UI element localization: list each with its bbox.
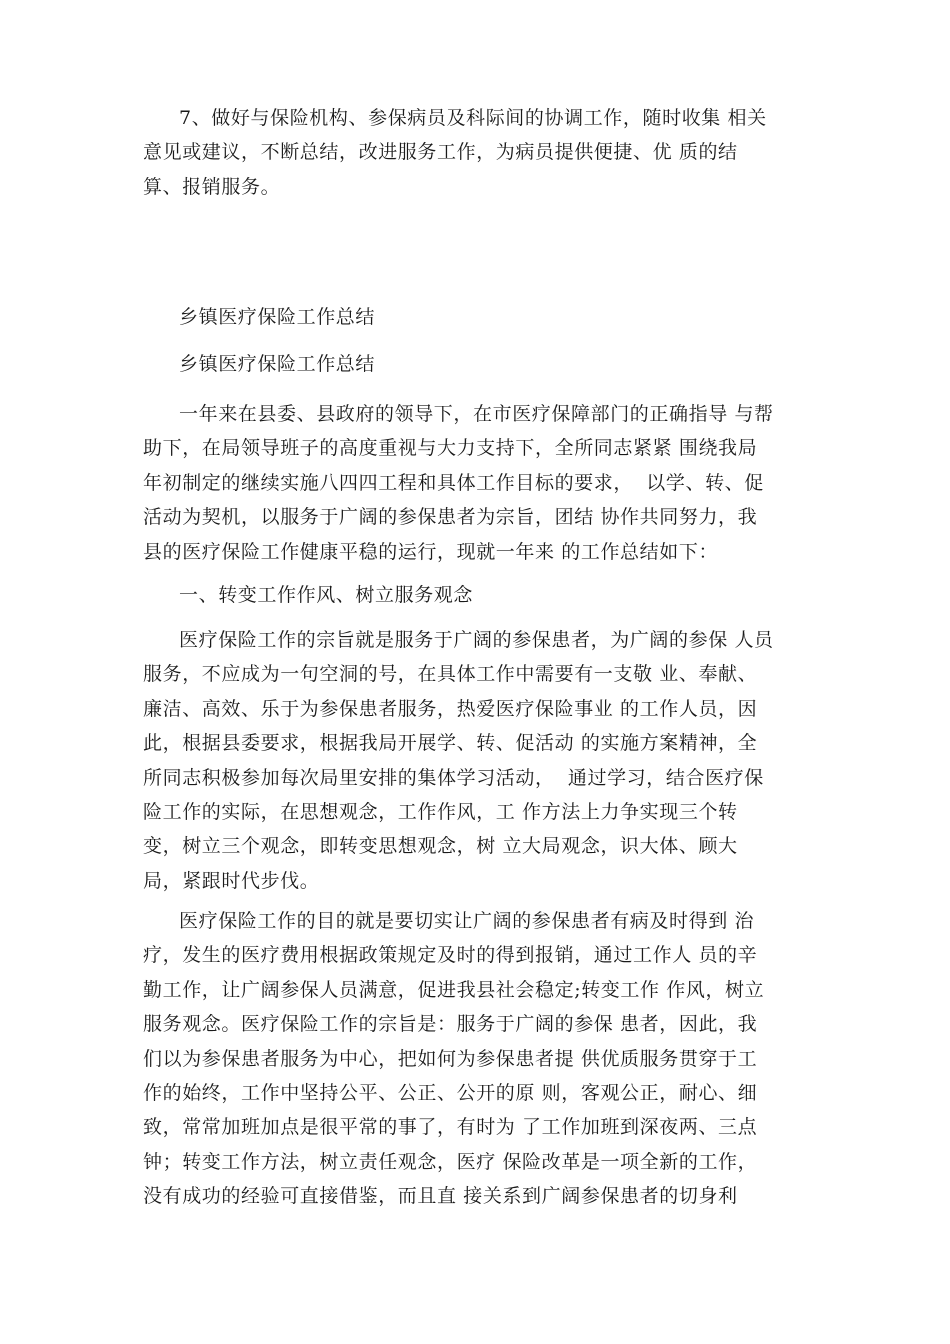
paragraph-summary: 一年来在县委、县政府的领导下，在市医疗保障部门的正确指导 与帮 助下，在局领导班子的高度重视与大力支持下，全所同志紧紧 围绕我局 年初制定的继续实施八四四工程和具体工作目标的要求， 以学、转、促 活动为契机，以服务于广阔的参保患者为宗旨，团结 协作共同努力，我 县的医疗保险工作健康平稳的运行，现就一年来 的工作总结如下： [143, 403, 774, 563]
document-title: 乡镇医疗保险工作总结 [179, 306, 376, 328]
paragraph-intro: 7、做好与保险机构、参保病员及科际间的协调工作，随时收集 相关 意见或建议，不断总结，改进服务工作，为病员提供便捷、优 质的结 算、报销服务。 [143, 107, 767, 198]
section-heading: 一、转变工作作风、树立服务观念 [179, 584, 474, 606]
paragraph-work-style: 医疗保险工作的宗旨就是服务于广阔的参保患者，为广阔的参保 人员 服务，不应成为一句空洞的号，在具体工作中需要有一支敬 业、奉献、 廉洁、高效、乐于为参保患者服务，热爱医疗保险事业 的工作人员，因 此，根据县委要求，根据我局开展学、转、促活动 的实施方案精神，全 所同志积极参加每次局里安排的集体学习活动， 通过学习，结合医疗保 险工作的实际，在思想观念，工作作风，工 作方法上力争实现三个转 变，树立三个观念，即转变思想观念，树 立大局观念，识大体、顾大 局，紧跟时代步伐。 [143, 629, 774, 892]
paragraph-purpose: 医疗保险工作的目的就是要切实让广阔的参保患者有病及时得到 治 疗，发生的医疗费用根据政策规定及时的得到报销，通过工作人 员的辛 勤工作，让广阔参保人员满意，促进我县社会稳定;转变工作 作风，树立 服务观念。医疗保险工作的宗旨是：服务于广阔的参保 患者，因此，我 们以为参保患者服务为中心，把如何为参保患者提 供优质服务贯穿于工 作的始终，工作中坚持公平、公正、公开的原 则，客观公正，耐心、细 致，常常加班加点是很平常的事了，有时为 了工作加班到深夜两、三点 钟；转变工作方法，树立责任观念，医疗 保险改革是一项全新的工作， 没有成功的经验可直接借鉴，而且直 接关系到广阔参保患者的切身利 [143, 910, 765, 1208]
document-subtitle: 乡镇医疗保险工作总结 [179, 353, 376, 375]
